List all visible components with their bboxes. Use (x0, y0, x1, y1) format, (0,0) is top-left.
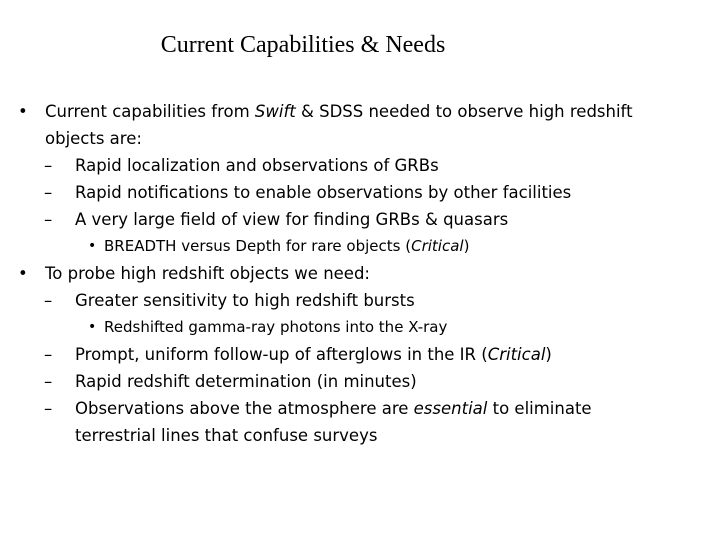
sub-bullet-text: Rapid redshift determination (in minutes) (75, 372, 417, 391)
dash-marker: – (44, 399, 53, 418)
bullet-marker: • (88, 319, 97, 335)
slide-body (0, 98, 720, 449)
sub-bullet-redshift-determination (0, 368, 720, 395)
bullet-continuation: objects are: (45, 129, 142, 148)
sub-sub-bullet-redshifted-photons (0, 314, 720, 341)
sub-bullet-text: Greater sensitivity to high redshift bursts (75, 291, 415, 310)
dash-marker: – (44, 372, 53, 391)
bullet-current-capabilities (0, 98, 720, 152)
bullet-marker: • (18, 264, 28, 283)
sub-bullet-rapid-notifications (0, 179, 720, 206)
dash-marker: – (44, 291, 53, 310)
sub-bullet-text: Rapid notifications to enable observations by other facilities (75, 183, 572, 202)
bullet-text: Current capabilities from Swift & SDSS needed to observe high redshift (45, 102, 633, 121)
sub-bullet-text: Rapid localization and observations of GRBs (75, 156, 439, 175)
sub-sub-bullet-text: Redshifted gamma-ray photons into the X-ray (104, 318, 448, 336)
sub-sub-bullet-text: BREADTH versus Depth for rare objects (Critical) (104, 237, 470, 255)
dash-marker: – (44, 183, 53, 202)
dash-marker: – (44, 345, 53, 364)
dash-marker: – (44, 156, 53, 175)
sub-bullet-text: Prompt, uniform follow-up of afterglows in the IR (Critical) (75, 345, 552, 364)
dash-marker: – (44, 210, 53, 229)
sub-bullet-rapid-localization (0, 152, 720, 179)
slide-title: Current Capabilities & Needs (160, 32, 446, 58)
sub-bullet-text: A very large field of view for finding GRBs & quasars (75, 210, 509, 229)
bullet-text: To probe high redshift objects we need: (45, 264, 370, 283)
sub-bullet-prompt-follow-up (0, 341, 720, 368)
bullet-to-probe (0, 260, 720, 287)
sub-bullet-text: Observations above the atmosphere are essential to eliminate (75, 399, 592, 418)
sub-bullet-sensitivity (0, 287, 720, 314)
sub-bullet-field-of-view (0, 206, 720, 233)
sub-bullet-continuation: terrestrial lines that confuse surveys (75, 426, 378, 445)
bullet-marker: • (18, 102, 28, 121)
sub-sub-bullet-breadth (0, 233, 720, 260)
sub-bullet-observations-above-atmosphere (0, 395, 720, 449)
bullet-marker: • (88, 238, 97, 254)
